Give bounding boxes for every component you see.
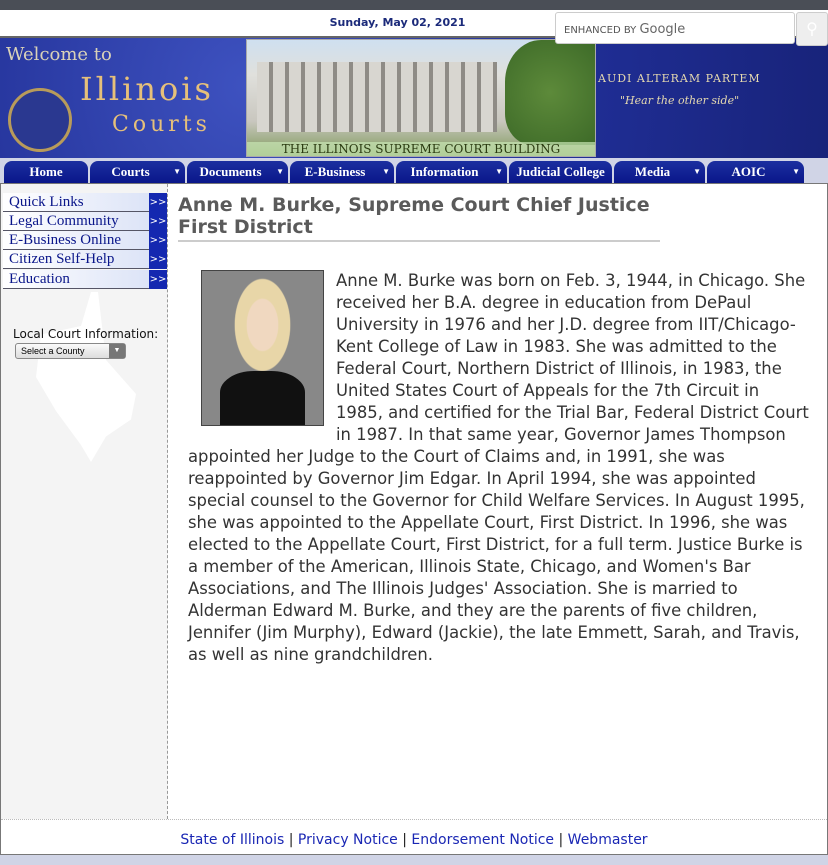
dropdown-arrow-icon: ▼ xyxy=(495,167,503,176)
nav-judicial-college[interactable]: Judicial College xyxy=(509,161,612,183)
illinois-text: Illinois xyxy=(80,70,214,108)
nav-home[interactable]: Home xyxy=(4,161,88,183)
current-date: Sunday, May 02, 2021 xyxy=(329,16,466,29)
expand-icon: >> xyxy=(149,193,167,212)
footer-link-endorsement-notice[interactable]: Endorsement Notice xyxy=(411,832,555,848)
dropdown-arrow-icon: ▼ xyxy=(173,167,181,176)
search-placeholder: ENHANCED BY xyxy=(564,25,637,36)
chevron-down-icon: ▼ xyxy=(109,344,125,358)
motto: AUDI ALTERAM PARTEM xyxy=(598,72,761,85)
sidebar-item-legal-community[interactable]: Legal Community >> xyxy=(3,212,167,231)
courts-text: Courts xyxy=(112,112,211,137)
page-title: Anne M. Burke, Supreme Court Chief Justice First District xyxy=(178,194,660,242)
search-button[interactable] xyxy=(796,12,828,46)
local-court-label: Local Court Information: xyxy=(13,327,159,341)
search-icon: ⚲ xyxy=(806,19,818,38)
nav-courts[interactable]: Courts ▼ xyxy=(90,161,185,183)
expand-icon: >> xyxy=(149,250,167,269)
building-shape xyxy=(257,62,497,132)
justice-portrait-image xyxy=(201,270,324,426)
county-select[interactable]: Select a County ▼ xyxy=(15,343,126,359)
expand-icon: >> xyxy=(149,270,167,289)
motto-area xyxy=(596,38,828,158)
nav-documents[interactable]: Documents ▼ xyxy=(187,161,288,183)
footer-link-privacy-notice[interactable]: Privacy Notice xyxy=(297,832,398,848)
browser-top-bar xyxy=(0,0,828,10)
footer-link-state-of-illinois[interactable]: State of Illinois xyxy=(180,832,285,848)
tree-shape xyxy=(505,40,595,145)
footer-link-webmaster[interactable]: Webmaster xyxy=(567,832,648,848)
page-frame xyxy=(0,183,828,855)
site-banner xyxy=(0,38,828,158)
supreme-court-seal-icon xyxy=(8,88,72,152)
sidebar-item-citizen-self-help[interactable]: Citizen Self-Help >> xyxy=(3,250,167,269)
sidebar-item-e-business-online[interactable]: E-Business Online >> xyxy=(3,231,167,250)
expand-icon: >> xyxy=(149,231,167,250)
dropdown-arrow-icon: ▼ xyxy=(792,167,800,176)
building-caption: THE ILLINOIS SUPREME COURT BUILDING xyxy=(247,142,595,156)
dropdown-arrow-icon: ▼ xyxy=(382,167,390,176)
dropdown-arrow-icon: ▼ xyxy=(693,167,701,176)
motto-translation: "Hear the other side" xyxy=(620,94,740,107)
welcome-text: Welcome to xyxy=(6,44,112,65)
nav-media[interactable]: Media ▼ xyxy=(614,161,705,183)
dropdown-arrow-icon: ▼ xyxy=(276,167,284,176)
nav-aoic[interactable]: AOIC ▼ xyxy=(707,161,804,183)
search-input[interactable] xyxy=(555,12,795,44)
divider xyxy=(1,819,827,820)
bio-text: Anne M. Burke was born on Feb. 3, 1944, in Chicago. She received her B.A. degree in education from DePaul University in 1976 and her J.D. degree from IIT/Chicago-Kent College of Law in 1983. She was admitted to the Federal Court, Northern District of Illinois, in 1983, the United States Court of Appeals for the 7th Circuit in 1985, and certified for the Trial Bar, Federal District Court in 1987. In that same year, Governor James Thompson appointed her Judge to the Court of Claims and, in 1991, she was reappointed by Governor Jim Edgar. In April 1994, she was appointed special counsel to the Governor for Child Welfare Services. In August 1995, she was appointed to the Appellate Court, First District. In 1996, she was elected to the Appellate Court, First District, for a full term. Justice Burke is a member of the American, Illinois State, Chicago, and Women's Bar Associations, and The Illinois Judges' Association. She is married to Alderman Edward M. Burke, and they are the parents of five children, Jennifer (Jim Murphy), Edward (Jackie), the late Emmett, Sarah, and Travis, as well as nine grandchildren. xyxy=(188,271,809,664)
sidebar xyxy=(1,184,168,819)
google-label: Google xyxy=(639,22,686,37)
biography xyxy=(188,270,810,666)
nav-information[interactable]: Information ▼ xyxy=(396,161,507,183)
sidebar-item-education[interactable]: Education >> xyxy=(3,270,167,289)
expand-icon: >> xyxy=(149,212,167,231)
illinois-map-image[interactable] xyxy=(36,292,136,462)
footer: State of Illinois | Privacy Notice | Endorsement Notice | Webmaster xyxy=(180,832,648,848)
court-building-image xyxy=(246,39,596,157)
nav-e-business[interactable]: E-Business ▼ xyxy=(290,161,394,183)
sidebar-item-quick-links[interactable]: Quick Links >> xyxy=(3,193,167,212)
main-nav xyxy=(0,158,828,183)
